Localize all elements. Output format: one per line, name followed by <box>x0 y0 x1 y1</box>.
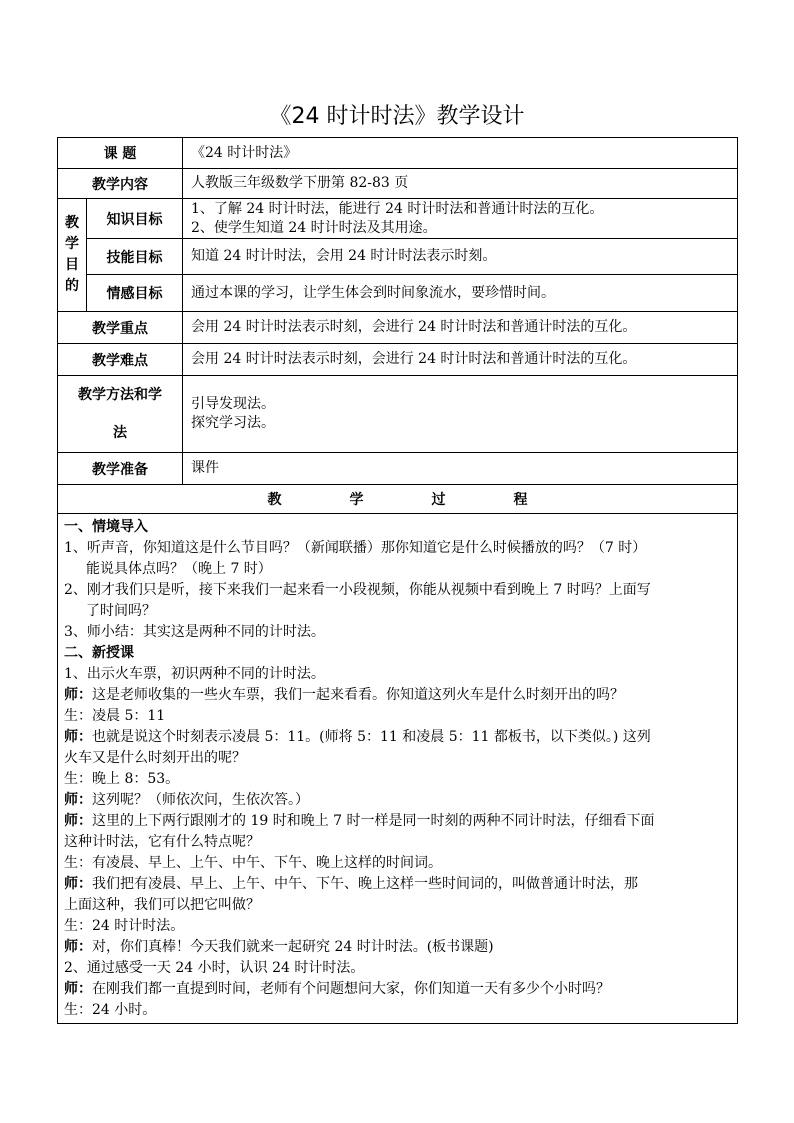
goals-group-label: 教 学 目 的 <box>58 199 87 312</box>
method-row <box>58 376 738 453</box>
difficulty-label: 教学难点 <box>58 344 183 376</box>
dialogue-continuation: 这种计时法，它有什么特点呢？ <box>64 834 260 850</box>
prep-label: 教学准备 <box>58 453 183 485</box>
speaker-label: 师： <box>64 813 92 829</box>
process-line: 2、刚才我们只是听，接下来我们一起来看一小段视频，你能从视频中看到晚上 7 时吗？上面写 <box>64 582 651 598</box>
process-line: 3、师小结：其实这是两种不同的计时法。 <box>64 624 325 640</box>
speaker-label: 师： <box>64 792 92 808</box>
process-line: 1、听声音，你知道这是什么节目吗？（新闻联播）那你知道它是什么时候播放的吗？（7 时） <box>64 540 647 556</box>
knowledge-goal-label: 知识目标 <box>87 199 183 239</box>
topic-row <box>58 138 738 169</box>
dialogue-continuation: 上面这种，我们可以把它叫做？ <box>64 897 260 913</box>
dialogue-line: 生：晚上 8：53。 <box>64 771 180 787</box>
speaker-label: 生： <box>64 771 92 787</box>
process-line: 1、出示火车票，初识两种不同的计时法。 <box>64 666 325 682</box>
key-point-row <box>58 312 738 344</box>
speaker-label: 师： <box>64 876 92 892</box>
dialogue-line: 师：这列呢？（师依次问，生依次答。） <box>64 792 309 808</box>
skill-goal-row <box>58 239 738 275</box>
knowledge-goal-value: 1、了解 24 时计时法，能进行 24 时计时法和普通计时法的互化。 2、使学生知道 24 时计时法及其用途。 <box>183 199 738 239</box>
dialogue-line: 生：有凌晨、早上、上午、中午、下午、晚上这样的时间词。 <box>64 855 442 871</box>
process-header: 教 学 过 程 <box>58 485 738 514</box>
method-label: 教学方法和学 法 <box>58 376 183 453</box>
skill-goal-label: 技能目标 <box>87 239 183 275</box>
dialogue-line: 生：凌晨 5：11 <box>64 708 166 724</box>
speaker-label: 生： <box>64 708 92 724</box>
process-row <box>58 514 738 1024</box>
speaker-label: 师： <box>64 687 92 703</box>
speaker-label: 师： <box>64 729 92 745</box>
section-heading: 二、新授课 <box>64 645 134 661</box>
content-value: 人教版三年级数学下册第 82-83 页 <box>183 169 738 199</box>
process-line: 2、通过感受一天 24 小时，认识 24 时计时法。 <box>64 960 365 976</box>
emotion-goal-label: 情感目标 <box>87 275 183 312</box>
prep-value: 课件 <box>183 453 738 485</box>
difficulty-row <box>58 344 738 376</box>
content-label: 教学内容 <box>58 169 183 199</box>
speaker-label: 师： <box>64 981 92 997</box>
key-point-label: 教学重点 <box>58 312 183 344</box>
process-content <box>58 514 738 1024</box>
dialogue-line: 生：24 小时。 <box>64 1002 157 1018</box>
difficulty-value: 会用 24 时计时法表示时刻，会进行 24 时计时法和普通计时法的互化。 <box>183 344 738 376</box>
process-line: 能说具体点吗？（晚上 7 时） <box>86 561 272 577</box>
dialogue-line: 师：对，你们真棒！今天我们就来一起研究 24 时计时法。(板书课题) <box>64 939 494 955</box>
topic-label: 课 题 <box>58 138 183 169</box>
dialogue-line: 师：在刚我们都一直提到时间，老师有个问题想问大家，你们知道一天有多少个小时吗？ <box>64 981 610 997</box>
emotion-goal-row <box>58 275 738 312</box>
topic-value: 《24 时计时法》 <box>183 138 738 169</box>
section-heading: 一、情境导入 <box>64 519 148 535</box>
dialogue-line: 师：也就是说这个时刻表示凌晨 5：11。(师将 5：11 和凌晨 5：11 都板书，以下类似。) 这列 <box>64 729 651 745</box>
page-title: 《24 时计时法》教学设计 <box>269 104 525 129</box>
prep-row <box>58 453 738 485</box>
key-point-value: 会用 24 时计时法表示时刻，会进行 24 时计时法和普通计时法的互化。 <box>183 312 738 344</box>
method-value: 引导发现法。 探究学习法。 <box>183 376 738 453</box>
speaker-label: 师： <box>64 939 92 955</box>
dialogue-line: 生：24 时计时法。 <box>64 918 185 934</box>
skill-goal-value: 知道 24 时计时法，会用 24 时计时法表示时刻。 <box>183 239 738 275</box>
speaker-label: 生： <box>64 855 92 871</box>
emotion-goal-value: 通过本课的学习，让学生体会到时间象流水，要珍惜时间。 <box>183 275 738 312</box>
process-header-row <box>58 485 738 514</box>
dialogue-continuation: 火车又是什么时刻开出的呢？ <box>64 750 246 766</box>
knowledge-goal-row <box>58 199 738 239</box>
lesson-plan-table <box>57 137 738 1024</box>
speaker-label: 生： <box>64 1002 92 1018</box>
speaker-label: 生： <box>64 918 92 934</box>
dialogue-line: 师：我们把有凌晨、早上、上午、中午、下午、晚上这样一些时间词的，叫做普通计时法，那 <box>64 876 638 892</box>
dialogue-line: 师：这里的上下两行跟刚才的 19 时和晚上 7 时一样是同一时刻的两种不同计时法，仔细看下面 <box>64 813 655 829</box>
process-line: 了时间吗？ <box>86 603 156 619</box>
dialogue-line: 师：这是老师收集的一些火车票，我们一起来看看。你知道这列火车是什么时刻开出的吗？ <box>64 687 624 703</box>
content-row <box>58 169 738 199</box>
